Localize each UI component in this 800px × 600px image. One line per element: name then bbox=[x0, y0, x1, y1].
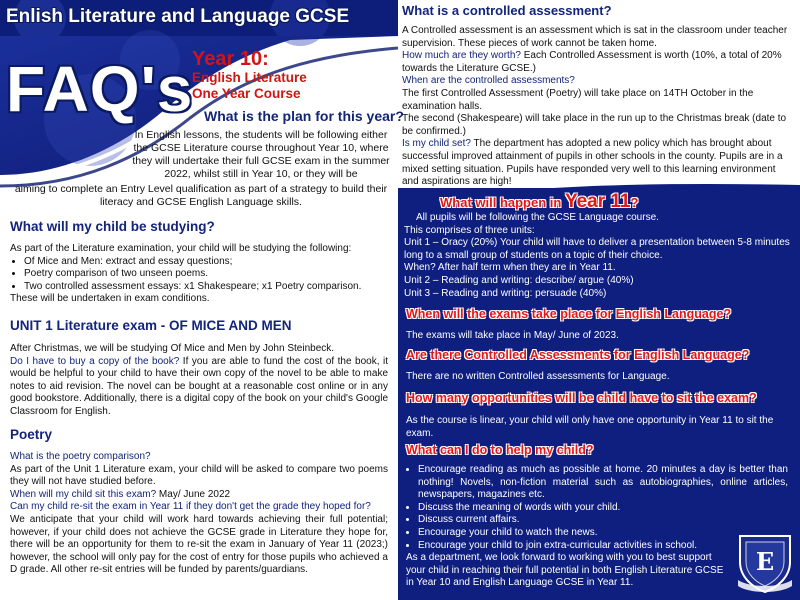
plan-text-continued: aiming to complete an Entry Level qualification as part of a strategy to build their literacy and GCSE English Language skills. bbox=[14, 183, 388, 208]
unit1-heading: UNIT 1 Literature exam - OF MICE AND MEN bbox=[10, 318, 292, 333]
plan-heading: What is the plan for this year? bbox=[204, 108, 404, 124]
studying-section bbox=[10, 243, 388, 306]
list-item: • Two controlled assessment essays: x1 Shakespeare; x1 Poetry comparison. bbox=[24, 281, 388, 294]
ca-intro: A Controlled assessment is an assessment which is sat in the classroom under teacher supervision. These pieces of work cannot be taken home. bbox=[402, 25, 788, 49]
ca-answer-2b: The second (Shakespeare) will take place in the run up to the Christmas break (date to be confirmed.) bbox=[402, 113, 787, 137]
studying-heading: What will my child be studying? bbox=[10, 219, 215, 234]
list-item: • Encourage your child to join extra-curricular activities in school. bbox=[418, 540, 788, 553]
ca-language-text: There are no written Controlled assessments for Language. bbox=[406, 371, 670, 382]
controlled-assessment-section bbox=[402, 25, 792, 189]
poetry-answer-2: May/ June 2022 bbox=[156, 488, 231, 500]
studying-list bbox=[10, 256, 388, 294]
ca-answer-3: The department has adopted a new policy which has brought about successful improved attainment of pupils in other schools in the county. Pupils are in a mixed setting situation. Pupils have responded very well to this learning environment and aspirations are high! bbox=[402, 138, 783, 188]
ca-language-heading: Are there Controlled Assessments for English Language? bbox=[406, 348, 750, 362]
list-item: • Of Mice and Men: extract and essay questions; bbox=[24, 256, 388, 269]
ca-question-2: When are the controlled assessments? bbox=[402, 75, 575, 87]
exams-heading: When will the exams take place for English Language? bbox=[406, 307, 732, 321]
ca-question-1: How much are they worth? bbox=[402, 50, 521, 62]
help-outro: As a department, we look forward to working with you to best support your child in reaching their full potential in both English Literature GCSE in Year 10 and English Language GCSE in Year 11. bbox=[406, 552, 724, 589]
book-question: Do I have to buy a copy of the book? bbox=[10, 355, 180, 367]
year11-heading-year: Year 11 bbox=[564, 191, 631, 212]
year11-section bbox=[404, 212, 792, 300]
unit1-qa bbox=[10, 356, 388, 419]
poetry-answer-3: We anticipate that your child will work hard towards achieving their full potential; however, if your child does not achieve the GCSE grade in Literature they hope for, there will be an opportunity for them to re-sit the exam in January of Year 11 (2023;) however, the school will only pay for the cost of entry for those pupils who achieved a D grade. All other re-sit entries will be funded by parents/guardians. bbox=[10, 513, 388, 576]
ca-answer-2a: The first Controlled Assessment (Poetry) will take place on 14TH October in the examination halls. bbox=[402, 87, 754, 112]
list-item: • Discuss current affairs. bbox=[418, 514, 788, 527]
poetry-question-1: What is the poetry comparison? bbox=[10, 451, 151, 462]
plan-text: In English lessons, the students will be following either the GCSE Literature course throughout Year 10, where they will undertake their full GCSE exam in the summer 2022, whilst still in Year 10, or they will be bbox=[132, 129, 390, 180]
main-title: Enlish Literature and Language GCSE bbox=[6, 6, 350, 27]
unit1-section bbox=[10, 343, 388, 419]
poetry-question-2: When will my child sit this exam? bbox=[10, 488, 157, 500]
list-item: • Encourage your child to watch the news. bbox=[418, 527, 788, 540]
crest-letter: E bbox=[755, 547, 775, 576]
exams-text: The exams will take place in May/ June of 2023. bbox=[406, 330, 619, 341]
help-section bbox=[406, 464, 788, 590]
list-item: • Poetry comparison of two unseen poems. bbox=[24, 268, 388, 281]
course-subtitle-literature: English Literature bbox=[192, 70, 307, 85]
list-item: • Encourage reading as much as possible at home. 20 minutes a day is better than nothing! Novels, non-fiction material such as autobiographies, online articles, newspapers, magazines etc. bbox=[418, 464, 788, 502]
poetry-section bbox=[10, 451, 388, 577]
year-10-heading: Year 10: bbox=[192, 48, 269, 70]
controlled-assessment-heading: What is a controlled assessment? bbox=[402, 3, 612, 18]
ca-answer-1: Each Controlled Assessment is worth (10%, a total of 20% towards the Literature GCSE.) bbox=[402, 50, 782, 74]
faq-title: FAQ's bbox=[6, 53, 194, 125]
studying-intro: As part of the Literature examination, your child will be studying the following: bbox=[10, 243, 352, 254]
year11-line-1: All pupils will be following the GCSE Language course. bbox=[416, 212, 659, 223]
year11-heading bbox=[440, 191, 638, 213]
year11-line-3: Unit 1 – Oracy (20%) Your child will have to deliver a presentation between 5-8 minutes long to a small group of students on a topic of their choice. bbox=[404, 237, 790, 261]
year11-line-2: This comprises of three units: bbox=[404, 224, 535, 236]
help-list bbox=[406, 464, 788, 552]
year11-heading-pre: What will happen in bbox=[440, 195, 565, 210]
opportunities-text: As the course is linear, your child will only have one opportunity in Year 11 to sit the exam. bbox=[406, 415, 774, 439]
year11-heading-post: ? bbox=[630, 195, 639, 210]
school-crest-icon bbox=[736, 532, 794, 594]
poetry-question-3: Can my child re-sit the exam in Year 11 if they don't get the grade they hoped for? bbox=[10, 501, 371, 513]
poetry-heading: Poetry bbox=[10, 427, 53, 442]
unit1-intro: After Christmas, we will be studying Of Mice and Men by John Steinbeck. bbox=[10, 343, 335, 354]
book-answer: If you are able to fund the cost of the book, it would be helpful to your child to have their own copy of the novel to be able to make notes to aid revision. The novel can be bought at a reasonable cost online or in any good bookstore. Additionally, there is a digital copy of the book on your child's Google Classroom for English. bbox=[10, 355, 388, 417]
year11-line-6: Unit 3 – Reading and writing: persuade (40%) bbox=[404, 287, 607, 299]
list-item: • Discuss the meaning of words with your child. bbox=[418, 502, 788, 515]
studying-outro: These will be undertaken in exam conditions. bbox=[10, 293, 210, 305]
course-subtitle-duration: One Year Course bbox=[192, 86, 301, 101]
year11-line-5: Unit 2 – Reading and writing: describe/ argue (40%) bbox=[404, 274, 634, 286]
ca-question-3: Is my child set? bbox=[402, 138, 471, 150]
opportunities-heading: How many opportunities will be child have to sit the exam? bbox=[406, 391, 757, 405]
poetry-answer-1: As part of the Unit 1 Literature exam, your child will be asked to compare two poems they will not have studied before. bbox=[10, 463, 388, 488]
help-heading: What can I do to help my child? bbox=[406, 443, 594, 457]
year11-line-4: When? After half term when they are in Year 11. bbox=[404, 262, 616, 274]
